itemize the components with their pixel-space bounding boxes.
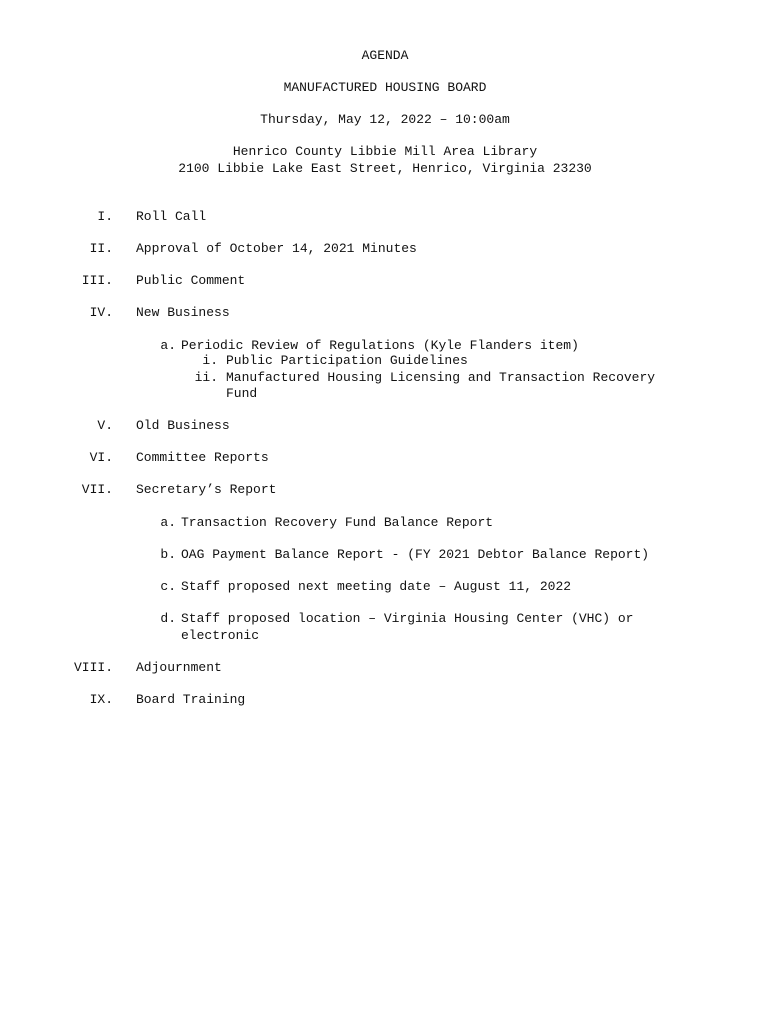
subitem-next-meeting-date: Staff proposed next meeting date – August 11, 2022 xyxy=(181,579,572,594)
subitem-label: d. xyxy=(160,611,176,626)
item-number: III. xyxy=(81,273,113,288)
board-name: MANUFACTURED HOUSING BOARD xyxy=(283,80,487,95)
subitem-proposed-location: Staff proposed location – Virginia Housing Center (VHC) or xyxy=(181,611,634,626)
item-number: VII. xyxy=(81,482,113,497)
item-number: VI. xyxy=(89,450,113,465)
subitem-label: b. xyxy=(160,547,176,562)
subsubitem-public-participation: Public Participation Guidelines xyxy=(226,353,468,368)
item-number: I. xyxy=(97,209,113,224)
subitem-recovery-fund-report: Transaction Recovery Fund Balance Report xyxy=(181,515,494,530)
subitem-label: c. xyxy=(160,579,176,594)
item-old-business: Old Business xyxy=(136,418,230,433)
item-number: V. xyxy=(97,418,113,433)
meeting-venue: Henrico County Libbie Mill Area Library xyxy=(232,144,538,159)
item-number: IX. xyxy=(89,692,113,707)
agenda-title: AGENDA xyxy=(361,48,409,63)
meeting-address: 2100 Libbie Lake East Street, Henrico, Virginia 23230 xyxy=(178,161,592,176)
item-secretary-report: Secretary’s Report xyxy=(136,482,277,497)
item-approval-minutes: Approval of October 14, 2021 Minutes xyxy=(136,241,417,256)
item-number: IV. xyxy=(89,305,113,320)
item-committee-reports: Committee Reports xyxy=(136,450,269,465)
item-new-business: New Business xyxy=(136,305,230,320)
item-roll-call: Roll Call xyxy=(136,209,207,224)
item-adjournment: Adjournment xyxy=(136,660,222,675)
item-board-training: Board Training xyxy=(136,692,246,707)
subsubitem-licensing-recovery-cont: Fund xyxy=(226,386,258,401)
meeting-datetime: Thursday, May 12, 2022 – 10:00am xyxy=(260,112,510,127)
item-number: VIII. xyxy=(73,660,113,675)
subitem-oag-payment-report: OAG Payment Balance Report - (FY 2021 Debtor Balance Report) xyxy=(181,547,650,562)
item-public-comment: Public Comment xyxy=(136,273,246,288)
subsubitem-label: i. xyxy=(202,353,218,368)
subitem-proposed-location-cont: electronic xyxy=(181,628,260,643)
subitem-label: a. xyxy=(160,515,176,530)
subitem-periodic-review: Periodic Review of Regulations (Kyle Flanders item) xyxy=(181,338,579,353)
item-number: II. xyxy=(89,241,113,256)
subsubitem-label: ii. xyxy=(194,370,218,385)
subitem-label: a. xyxy=(160,338,176,353)
subsubitem-licensing-recovery: Manufactured Housing Licensing and Transaction Recovery xyxy=(226,370,656,385)
